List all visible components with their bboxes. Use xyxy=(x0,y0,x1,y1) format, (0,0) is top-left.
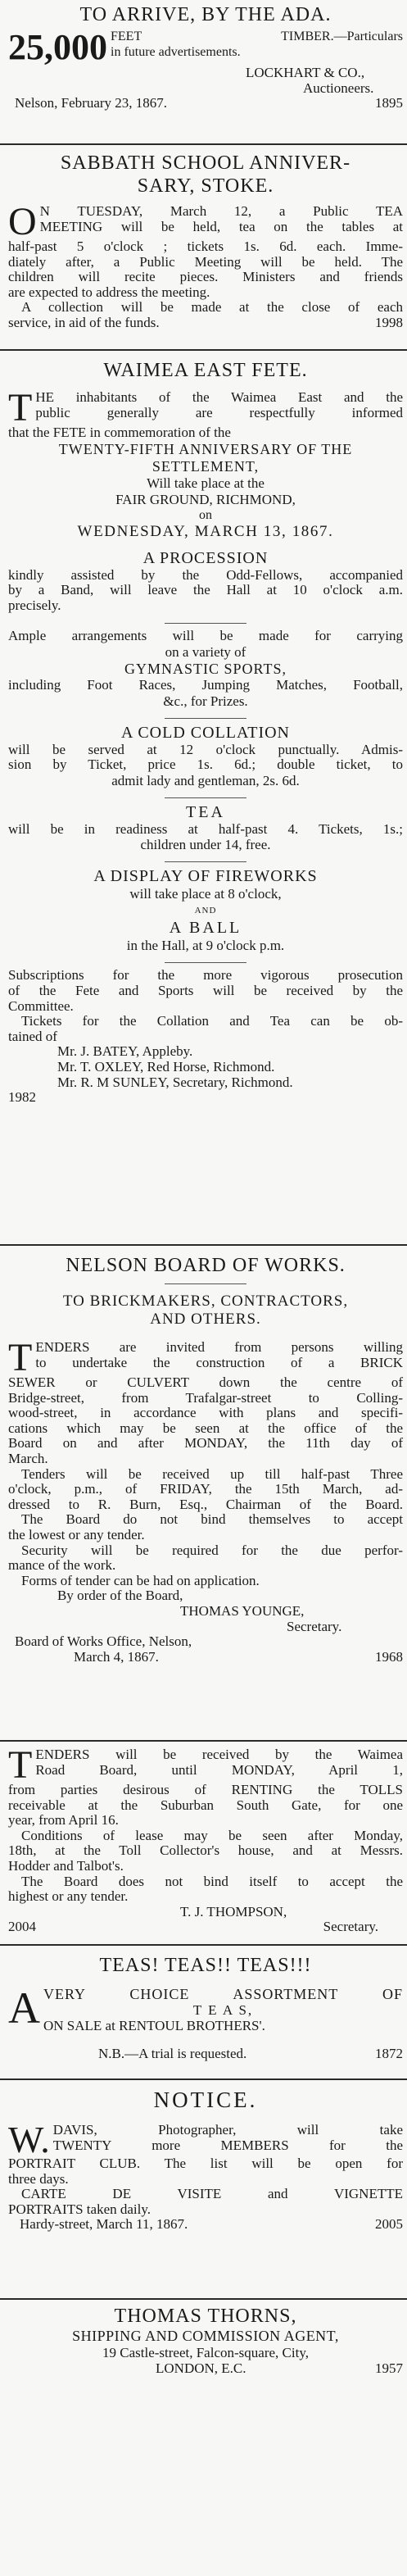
teas-line-3: ON SALE at RENTOUL BROTHERS'. xyxy=(43,2017,265,2033)
road-line: receivable at the Suburban South Gate, for one xyxy=(8,1797,403,1813)
short-rule xyxy=(165,1283,246,1284)
notice-carte: CARTE DE VISITE and VIGNETTE xyxy=(21,2186,403,2202)
divider xyxy=(0,1740,407,1742)
waimea-subs-line: Subscriptions for the more vigorous prosecution xyxy=(8,967,403,984)
thorns-line-3-row xyxy=(8,2361,403,2377)
works-line: Board on and after MONDAY, the 11th day of xyxy=(8,1435,403,1452)
sabbath-title-2: SARY, STOKE. xyxy=(137,175,274,197)
divider xyxy=(0,1944,407,1946)
road-line: ENDERS will be received by the Waimea xyxy=(35,1747,403,1762)
waimea-procession-line: kindly assisted by the Odd-Fellows, accompanied xyxy=(8,566,403,583)
notice-line: PORTRAIT CLUB. The list will be open for xyxy=(8,2156,403,2171)
thorns-advertisement xyxy=(8,2305,403,2377)
sabbath-drop-cap: O xyxy=(8,204,37,239)
thorns-ref-number: 1957 xyxy=(375,2360,403,2376)
waimea-fireworks-heading: A DISPLAY OF FIREWORKS xyxy=(93,867,318,886)
teas-nb: N.B.—A trial is requested. xyxy=(98,2046,247,2062)
notice-drop-cap: W. xyxy=(8,2123,50,2156)
works-line: ENDERS are invited from persons willing xyxy=(35,1340,403,1355)
works-line: March. xyxy=(8,1450,48,1466)
waimea-ball-heading: A BALL xyxy=(169,919,242,938)
waimea-collation-line: sion by Ticket, price 1s. 6d.; double ticket, to xyxy=(8,756,403,773)
road-signer-title: Secretary. xyxy=(323,1919,378,1935)
ada-line-4: Auctioneers. xyxy=(303,80,374,96)
works-subtitle-2: AND OTHERS. xyxy=(150,1311,261,1328)
notice-date-line xyxy=(8,2217,403,2233)
sabbath-line: service, in aid of the funds. xyxy=(8,314,160,330)
works-order: By order of the Board, xyxy=(57,1588,183,1604)
road-line: year, from April 16. xyxy=(8,1812,119,1829)
sabbath-line: children will recite pieces. Ministers and friends xyxy=(8,269,403,285)
divider xyxy=(0,2298,407,2300)
divider xyxy=(0,349,407,351)
thorns-line-2: 19 Castle-street, Falcon-square, City, xyxy=(102,2345,309,2360)
works-line: the lowest or any tender. xyxy=(8,1526,145,1542)
road-drop-cap: T xyxy=(8,1747,33,1783)
waimea-ball-line: in the Hall, at 9 o'clock p.m. xyxy=(126,938,285,954)
works-line: Forms of tender can be had on application. xyxy=(21,1572,260,1588)
works-office: Board of Works Office, Nelson, xyxy=(15,1633,192,1650)
works-ref-number: 1968 xyxy=(375,1648,403,1665)
road-line: highest or any tender. xyxy=(8,1888,129,1905)
works-signer: THOMAS YOUNGE, xyxy=(180,1602,305,1619)
waimea-anniversary-1: TWENTY-FIFTH ANNIVERSARY OF THE xyxy=(58,440,353,457)
teas-ref-number: 1872 xyxy=(375,2046,403,2062)
waimea-subs-line: tained of xyxy=(8,1028,57,1044)
short-rule xyxy=(165,718,246,719)
ada-line-2: in future advertisements. xyxy=(111,44,241,59)
waimea-intro-line: that the FETE in commemoration of the xyxy=(8,425,231,440)
sabbath-line: are expected to address the meeting. xyxy=(8,284,210,300)
short-rule xyxy=(165,962,246,963)
teas-line-1: VERY CHOICE ASSORTMENT OF xyxy=(43,1987,403,2002)
works-line: cations which may be seen at the office of the xyxy=(8,1420,403,1436)
teas-line-2: T E A S, xyxy=(192,2001,254,2018)
board-of-works-advertisement xyxy=(8,1254,403,1665)
waimea-and: AND xyxy=(194,906,217,916)
waimea-collation-line: admit lady and gentleman, 2s. 6d. xyxy=(111,772,300,788)
sabbath-title-1: SABBATH SCHOOL ANNIVER- xyxy=(60,152,351,174)
waimea-procession-line: precisely. xyxy=(8,597,61,613)
ada-date xyxy=(8,96,403,111)
waimea-date: WEDNESDAY, MARCH 13, 1867. xyxy=(77,522,334,540)
waimea-ref-number: 1982 xyxy=(8,1089,36,1106)
waimea-sports-line: Ample arrangements will be made for carrying xyxy=(8,628,403,644)
sabbath-line: half-past 5 o'clock ; tickets 1s. 6d. each. Imme- xyxy=(8,239,403,254)
teas-title: TEAS! TEAS!! TEAS!!! xyxy=(99,1955,312,1976)
sabbath-line: MEETING will be held, tea on the tables at xyxy=(39,218,403,234)
road-ref-line xyxy=(8,1920,403,1935)
works-line: to undertake the construction of a BRICK xyxy=(35,1354,403,1370)
notice-portraits: PORTRAITS taken daily. xyxy=(8,2201,151,2217)
waimea-tea-line: children under 14, free. xyxy=(140,837,271,853)
works-line: wood-street, in accordance with plans and specifi- xyxy=(8,1405,403,1421)
works-drop-cap: T xyxy=(8,1340,33,1375)
ada-title: TO ARRIVE, BY THE ADA. xyxy=(79,4,332,25)
road-ref-number: 2004 xyxy=(8,1919,36,1935)
road-line: Road Board, until MONDAY, April 1, xyxy=(35,1761,403,1778)
waimea-gymnastic: GYMNASTIC SPORTS, xyxy=(124,660,287,677)
waimea-intro-line: HE inhabitants of the Waimea East and the xyxy=(35,390,403,405)
divider xyxy=(0,143,407,145)
waimea-anniversary-2: SETTLEMENT, xyxy=(151,457,260,475)
works-line: mance of the work. xyxy=(8,1557,116,1574)
notice-line: TWENTY more MEMBERS for the xyxy=(52,2137,403,2153)
teas-nb-line xyxy=(8,2047,403,2062)
sabbath-line: A collection will be made at the close of each xyxy=(21,299,403,316)
notice-ref-number: 2005 xyxy=(375,2216,403,2233)
thorns-line-3: LONDON, E.C. xyxy=(156,2360,246,2376)
waimea-tea-heading: TEA xyxy=(186,802,225,821)
road-line: Conditions of lease may be seen after Monday, xyxy=(21,1827,403,1843)
works-line: o'clock, p.m., of FRIDAY, the 15th March, ad- xyxy=(8,1481,403,1497)
teas-drop-cap: A xyxy=(8,1987,40,2033)
notice-line: DAVIS, Photographer, will take xyxy=(52,2123,403,2138)
waimea-procession-line: by a Band, will leave the Hall at 10 o'clock a.m. xyxy=(8,582,403,598)
waimea-collation-heading: A COLD COLLATION xyxy=(121,723,290,742)
ada-line-1: FEET TIMBER.—Particulars xyxy=(111,30,403,43)
thorns-title: THOMAS THORNS, xyxy=(114,2306,297,2327)
waimea-subs-line: Committee. xyxy=(8,997,74,1014)
notice-advertisement xyxy=(8,2087,403,2233)
waimea-on: on xyxy=(199,507,212,522)
road-board-advertisement xyxy=(8,1747,403,1935)
works-date: March 4, 1867. xyxy=(74,1648,159,1665)
short-rule xyxy=(165,623,246,624)
waimea-tea-line: will be in readiness at half-past 4. Tickets, 1s.; xyxy=(8,820,403,837)
waimea-fireworks-line: will take place at 8 o'clock, xyxy=(129,886,282,902)
waimea-place-2: FAIR GROUND, RICHMOND, xyxy=(115,491,296,507)
notice-title: NOTICE. xyxy=(153,2088,258,2112)
works-line: The Board do not bind themselves to accept xyxy=(21,1511,403,1528)
divider xyxy=(0,2079,407,2080)
waimea-name: Mr. R. M SUNLEY, Secretary, Richmond. xyxy=(57,1074,293,1090)
sabbath-advertisement xyxy=(8,152,403,331)
waimea-sports-line: &c., for Prizes. xyxy=(163,693,248,709)
waimea-collation-line: will be served at 12 o'clock punctually. Admis- xyxy=(8,741,403,757)
works-signer-title: Secretary. xyxy=(287,1618,342,1634)
waimea-name: Mr. J. BATEY, Appleby. xyxy=(57,1043,193,1060)
road-line: Hodder and Talbot's. xyxy=(8,1857,124,1874)
notice-date: Hardy-street, March 11, 1867. xyxy=(20,2216,188,2233)
waimea-sports-line: including Foot Races, Jumping Matches, Football, xyxy=(8,676,403,693)
works-line: Tenders will be received up till half-past Three xyxy=(21,1465,403,1482)
works-line: Bridge-street, from Trafalgar-street to Colling- xyxy=(8,1389,403,1406)
waimea-title: WAIMEA EAST FETE. xyxy=(103,360,308,381)
short-rule xyxy=(165,797,246,798)
waimea-place-1: Will take place at the xyxy=(147,475,265,491)
waimea-sports-line: on a variety of xyxy=(165,643,246,660)
ada-ref-number: 1895 xyxy=(375,95,403,111)
ada-line-3: LOCKHART & CO., xyxy=(246,65,365,80)
ada-big-number: 25,000 xyxy=(8,30,107,66)
road-line: The Board does not bind itself to accept the xyxy=(21,1873,403,1889)
works-line: Security will be required for the due perfor- xyxy=(21,1542,403,1558)
ada-date-text: Nelson, February 23, 1867. xyxy=(15,95,168,111)
works-line: dressed to R. Burn, Esq., Chairman of the Board. xyxy=(8,1496,403,1512)
teas-advertisement xyxy=(8,1954,403,2062)
waimea-drop-cap: T xyxy=(8,390,33,425)
sabbath-last-line xyxy=(8,316,403,331)
sabbath-line: N TUESDAY, March 12, a Public TEA xyxy=(39,204,403,219)
sabbath-line: diately after, a Public Meeting will be held. The xyxy=(8,253,403,270)
road-signer: T. J. THOMPSON, xyxy=(180,1903,287,1920)
waimea-name: Mr. T. OXLEY, Red Horse, Richmond. xyxy=(57,1058,275,1074)
short-rule xyxy=(165,861,246,862)
divider xyxy=(0,1244,407,1246)
sabbath-ref-number: 1998 xyxy=(375,314,403,330)
works-line: SEWER or CULVERT down the centre of xyxy=(8,1374,403,1390)
waimea-fete-advertisement xyxy=(8,359,403,1106)
works-date-line xyxy=(8,1650,403,1665)
waimea-subs-line: Tickets for the Collation and Tea can be ob- xyxy=(21,1013,403,1029)
notice-line: three days. xyxy=(8,2170,69,2187)
road-line: 18th, at the Toll Collector's house, and at Messrs. xyxy=(8,1842,403,1859)
thorns-line-1: SHIPPING AND COMMISSION AGENT, xyxy=(72,2328,339,2344)
works-subtitle-1: TO BRICKMAKERS, CONTRACTORS, xyxy=(62,1293,349,1310)
waimea-intro-line: public generally are respectfully informed xyxy=(35,404,403,420)
road-line: from parties desirous of RENTING the TOLLS xyxy=(8,1782,403,1797)
waimea-procession-heading: A PROCESSION xyxy=(142,548,269,567)
waimea-subs-line: of the Fete and Sports will be received by the xyxy=(8,982,403,998)
ada-advertisement xyxy=(8,3,403,111)
works-title: NELSON BOARD OF WORKS. xyxy=(66,1255,346,1276)
